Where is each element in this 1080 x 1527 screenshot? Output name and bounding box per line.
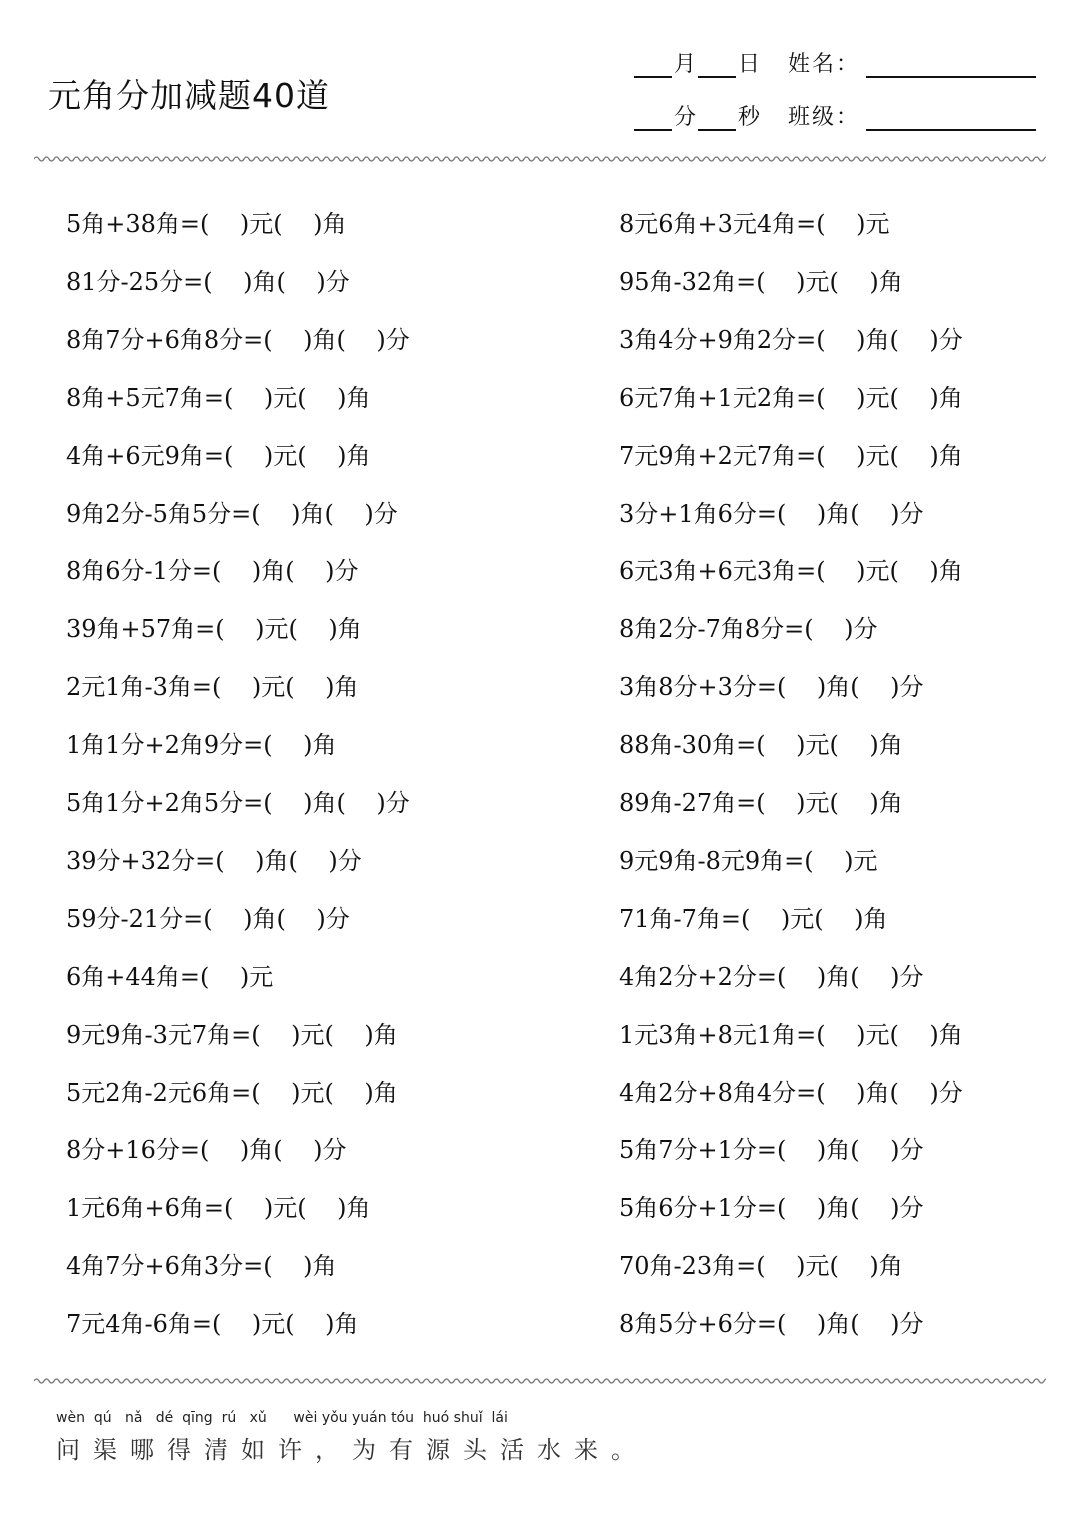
- problem-right-14: 4角2分+2分=( )角( )分: [619, 962, 924, 991]
- problem-left-15: 9元9角-3元7角=( )元( )角: [66, 1020, 398, 1049]
- problem-right-12: 9元9角-8元9角=( )元: [619, 846, 878, 875]
- problem-right-6: 3分+1角6分=( )角( )分: [619, 499, 924, 528]
- month-label: 月: [674, 52, 697, 77]
- problem-left-1: 5角+38角=( )元( )角: [66, 210, 347, 238]
- second-label: 秒: [738, 105, 761, 130]
- problem-right-5: 7元9角+2元7角=( )元( )角: [619, 441, 963, 470]
- problem-left-20: 7元4角-6角=( )元( )角: [66, 1310, 359, 1339]
- problem-left-11: 5角1分+2角5分=( )角( )分: [66, 789, 410, 817]
- bottom-wavy-divider: [34, 1376, 1046, 1386]
- problem-left-6: 9角2分-5角5分=( )角( )分: [66, 499, 398, 528]
- problem-left-19: 4角7分+6角3分=( )角: [66, 1252, 337, 1281]
- day-label: 日: [738, 52, 761, 77]
- problem-right-8: 8角2分-7角8分=( )分: [619, 615, 878, 644]
- problem-right-20: 8角5分+6分=( )角( )分: [619, 1310, 924, 1339]
- problem-left-12: 39分+32分=( )角( )分: [66, 846, 362, 875]
- problem-right-15: 1元3角+8元1角=( )元( )角: [619, 1020, 963, 1049]
- problem-right-11: 89角-27角=( )元( )角: [619, 789, 903, 817]
- problem-left-10: 1角1分+2角9分=( )角: [66, 731, 337, 760]
- problem-right-1: 8元6角+3元4角=( )元: [619, 210, 890, 238]
- problem-right-19: 70角-23角=( )元( )角: [619, 1252, 903, 1281]
- problem-left-17: 8分+16分=( )角( )分: [66, 1136, 347, 1165]
- problem-left-13: 59分-21分=( )角( )分: [66, 904, 350, 933]
- problem-right-7: 6元3角+6元3角=( )元( )角: [619, 557, 963, 586]
- poem-verse: 问渠哪得清如许，为有源头活水来。: [56, 1436, 648, 1464]
- name-label: 姓名：: [788, 52, 861, 77]
- page-title: 元角分加减题40道: [48, 76, 330, 115]
- problem-right-10: 88角-30角=( )元( )角: [619, 731, 903, 760]
- problem-left-7: 8角6分-1分=( )角( )分: [66, 557, 359, 586]
- problem-right-17: 5角7分+1分=( )角( )分: [619, 1136, 924, 1165]
- problem-left-2: 81分-25分=( )角( )分: [66, 267, 350, 296]
- problem-left-18: 1元6角+6角=( )元( )角: [66, 1194, 371, 1223]
- minute-label: 分: [674, 105, 697, 130]
- problem-left-8: 39角+57角=( )元( )角: [66, 615, 362, 644]
- problem-left-5: 4角+6元9角=( )元( )角: [66, 441, 371, 470]
- problem-left-14: 6角+44角=( )元: [66, 962, 274, 991]
- poem-footer: [56, 1410, 676, 1465]
- problem-left-16: 5元2角-2元6角=( )元( )角: [66, 1078, 398, 1107]
- poem-pinyin: wèn qú nǎ dé qīng rú xǔ wèi yǒu yuán tóu huó shuǐ lái: [56, 1410, 508, 1426]
- problem-right-16: 4角2分+8角4分=( )角( )分: [619, 1078, 963, 1107]
- problem-left-3: 8角7分+6角8分=( )角( )分: [66, 325, 410, 354]
- problem-left-4: 8角+5元7角=( )元( )角: [66, 383, 371, 412]
- problem-right-3: 3角4分+9角2分=( )角( )分: [619, 325, 963, 354]
- class-label: 班级：: [788, 105, 861, 130]
- problem-right-18: 5角6分+1分=( )角( )分: [619, 1194, 924, 1223]
- problem-left-9: 2元1角-3角=( )元( )角: [66, 673, 359, 702]
- problem-right-4: 6元7角+1元2角=( )元( )角: [619, 383, 963, 412]
- problem-right-13: 71角-7角=( )元( )角: [619, 904, 888, 933]
- problem-right-2: 95角-32角=( )元( )角: [619, 267, 903, 296]
- problem-right-9: 3角8分+3分=( )角( )分: [619, 673, 924, 702]
